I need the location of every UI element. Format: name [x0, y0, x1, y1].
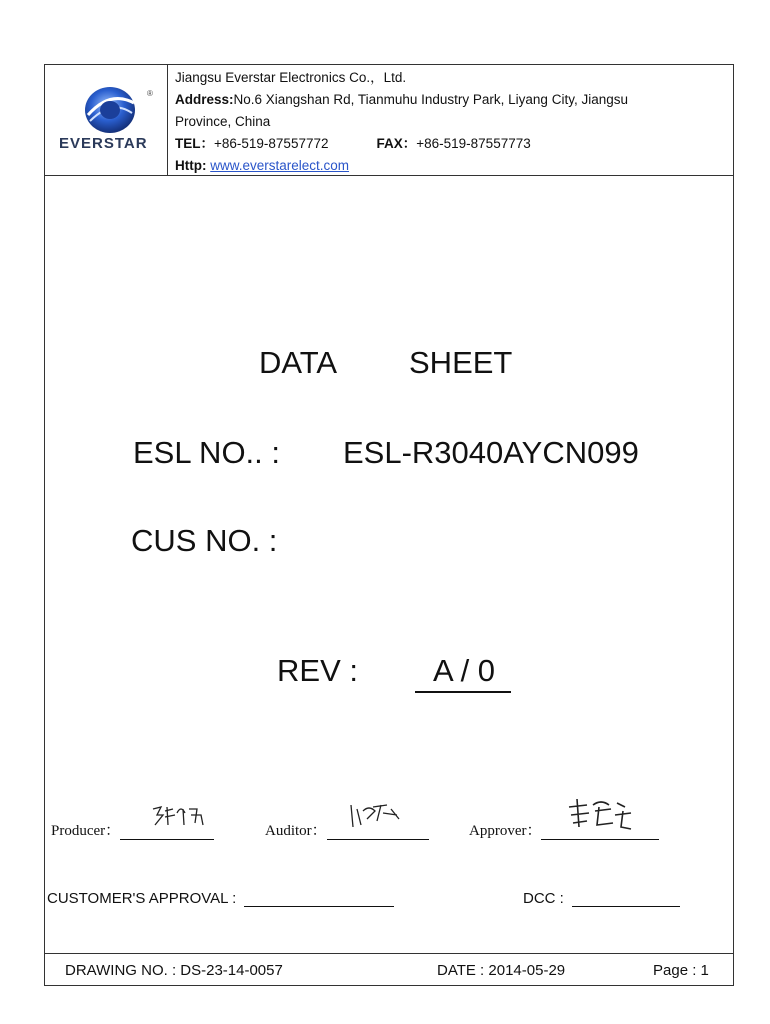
- producer-label: Producer：: [51, 823, 121, 839]
- logo-wordmark: EVERSTAR: [59, 135, 148, 152]
- globe-logo-icon: [80, 85, 140, 135]
- website-line: [175, 155, 628, 177]
- dcc-label: DCC :: [523, 890, 564, 907]
- company-logo: [45, 65, 168, 175]
- cus-label: CUS NO. :: [131, 523, 278, 558]
- address-label: Address:: [175, 92, 234, 107]
- document-date: DATE : 2014-05-29: [437, 962, 566, 979]
- document-frame: [44, 64, 734, 986]
- letterhead: [45, 65, 733, 176]
- http-label: Http:: [175, 158, 211, 173]
- address-value: No.6 Xiangshan Rd, Tianmuhu Industry Park, Liyang City, Jiangsu: [233, 92, 628, 107]
- document-footer: [45, 953, 733, 986]
- auditor-signature: [347, 801, 403, 829]
- producer-signature: [151, 803, 211, 829]
- fax-label: FAX：: [376, 136, 417, 151]
- page-number: Page : 1: [653, 962, 709, 979]
- registered-mark: ®: [147, 89, 153, 98]
- approver-signature: [565, 797, 635, 831]
- auditor-signature-line: [327, 839, 429, 840]
- dcc-field: [523, 890, 680, 907]
- tel-value: +86-519-87557772: [214, 136, 329, 151]
- address-line: [175, 89, 628, 111]
- tel-fax-line: [175, 133, 628, 155]
- website-link[interactable]: www.everstarelect.com: [210, 158, 350, 173]
- tel-label: TEL：: [175, 136, 214, 151]
- auditor-label: Auditor：: [265, 823, 327, 839]
- esl-value: ESL-R3040AYCN099: [343, 435, 639, 470]
- fax-value: +86-519-87557773: [416, 136, 531, 151]
- approver-label: Approver：: [469, 823, 542, 839]
- approver-signature-line: [541, 839, 659, 840]
- dcc-line: [572, 906, 680, 907]
- customer-approval-field: [47, 890, 394, 907]
- title-sheet: SHEET: [409, 345, 513, 380]
- rev-value: A / 0: [415, 653, 511, 693]
- customer-approval-label: CUSTOMER'S APPROVAL :: [47, 890, 237, 907]
- title-data: DATA: [259, 345, 338, 380]
- company-name: Jiangsu Everstar Electronics Co.，Ltd.: [175, 70, 407, 85]
- company-info: [175, 67, 628, 177]
- address-continuation: Province, China: [175, 114, 271, 129]
- esl-label: ESL NO.. :: [133, 435, 281, 470]
- customer-approval-line: [244, 906, 394, 907]
- drawing-number: DRAWING NO. : DS-23-14-0057: [65, 962, 283, 979]
- producer-signature-line: [120, 839, 214, 840]
- rev-label: REV :: [277, 653, 358, 688]
